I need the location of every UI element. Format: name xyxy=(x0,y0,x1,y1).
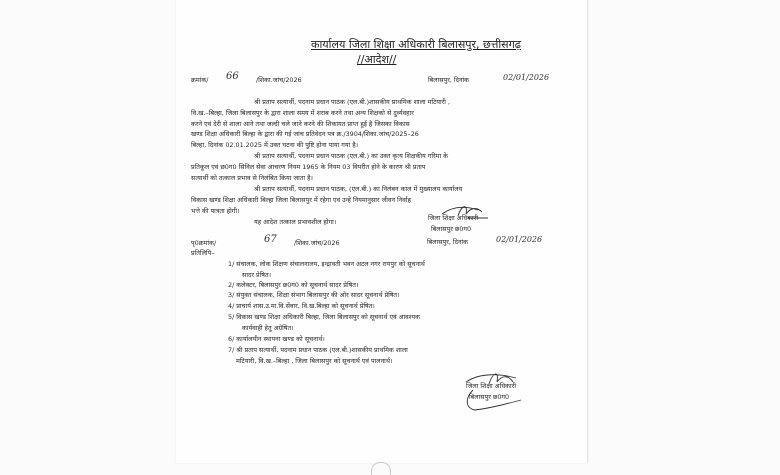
copy-line: 6/ कार्यालयीन स्थापना खण्ड को सूचनार्थ। xyxy=(228,335,325,343)
body-line: खण्ड शिक्षा अधिकारी बिल्हा के द्वारा की गई जांच प्रतिवेदन पत्र क्र./3904/शिका.जांच/2025–26 xyxy=(191,130,419,138)
order-number-label: क्रमांक/ xyxy=(191,76,209,84)
copy-line: कार्यवाही हेतु अग्रेषित। xyxy=(242,324,294,332)
signature-2 xyxy=(461,370,541,414)
copy-line: सादर प्रेषित। xyxy=(242,271,272,279)
body-line: श्री प्रताप सत्यार्थी, पदनाम प्रधान पाठक (एल.बी.)शासकीय प्राथमिक शाला मटियारी , xyxy=(254,98,451,106)
signature-1-title: जिला शिक्षा अधिकारी xyxy=(428,214,478,222)
body-line: सत्यार्थी को तत्काल प्रभाव से निलंबित किया जाता है। xyxy=(191,174,313,182)
copy-line: मटियारी, वि.ख.–बिल्हा , जिला बिलासपुर को सूचनार्थ एवं पालनार्थ। xyxy=(236,357,393,365)
copy-date: 02/01/2026 xyxy=(496,235,543,244)
page-footer-mark xyxy=(371,462,391,475)
copy-place-date-label: बिलासपुर, दिनांक xyxy=(427,238,469,246)
order-heading: //आदेश// xyxy=(357,53,397,66)
copy-line: 1/ संचालक, लोक शिक्षण संचालनालय, इन्द्रावती भवन अटल नगर रायपुर को सूचनार्थ xyxy=(228,260,425,268)
document-page xyxy=(176,0,588,463)
body-line: बिल्हा, दिनांक 02.01.2025 में उक्त घटना की पुष्टि होना पाया गया है। xyxy=(191,141,359,149)
copy-number-label: पृ0क्रमांक/ xyxy=(191,239,217,247)
copy-line: 5/ विकास खण्ड शिक्षा अधिकारी बिल्हा, जिला बिलासपुर को सूचनार्थ एवं आवश्यक xyxy=(228,313,420,321)
signature-2-place: बिलासपुर छ0ग0 xyxy=(469,393,510,401)
copy-line: 4/ प्राचार्य शास.उ.मा.वि.सेंवार, वि.ख.बिल्हा को सूचनार्थ प्रेषित। xyxy=(228,302,375,310)
body-line: श्री प्रताप सत्यार्थी, पदनाम प्रधान पाठक, (एल.बी.) का निलंबन काल में मुख्यालय कार्यालय xyxy=(254,185,463,193)
body-line: यह आदेश तत्काल प्रभावशील होगा। xyxy=(254,218,337,226)
order-date: 02/01/2026 xyxy=(503,73,550,82)
body-line: श्री प्रताप सत्यार्थी, पदनाम प्रधान पाठक (एल.बी.) का उक्त कृत्य शिक्षकीय गरिमा के xyxy=(254,152,449,160)
body-line: विकास खण्ड शिक्षा अधिकारी बिल्हा जिला बिलासपुर में रहेगा एवं उन्हे नियमानुसार जीवन निर्वाह xyxy=(191,196,411,204)
office-title: कार्यालय जिला शिक्षा अधिकारी बिलासपुर, छत्तीसगढ़ xyxy=(311,38,521,51)
copy-number-suffix: /शिका.जांच/2026 xyxy=(294,239,340,247)
signature-2-title: जिला शिक्षा अधिकारी xyxy=(466,382,516,390)
copy-line: 7/ श्री प्रताप सत्यार्थी, पदनाम प्रधान पाठक (एल.बी.)शासकीय प्राथमिक शाला xyxy=(228,346,408,354)
body-line: करने एवं देरी से शाला आने तथा जल्दी चले जाने करने की शिकायत प्राप्त हुई है जिसका विकास xyxy=(191,120,410,128)
body-line: भत्ते की पात्रता होगी। xyxy=(191,207,240,215)
order-place-date-label: बिलासपुर, दिनांक xyxy=(428,76,470,84)
copy-line: 2/ कलेक्टर, बिलासपुर छ0ग0 को सूचनार्थ सादर प्रेषित। xyxy=(228,281,359,289)
copy-to-label: प्रतिलिपि– xyxy=(191,249,215,257)
body-line: प्रतिकूल एवं छ0ग0 सिविल सेवा आचरण नियम 1965 के नियम 03 विपरीत होने के कारण श्री प्रताप xyxy=(191,163,426,171)
body-line: वि.ख.–बिल्हा, जिला बिलासपुर के द्वारा शाला समय में शराब करने तथा अन्य शिक्षको से दुर्व्यवहार xyxy=(191,109,414,117)
signature-1-place: बिलासपुर छ0ग0 xyxy=(431,225,472,233)
order-number-suffix: /शिका.जांच/2026 xyxy=(256,76,302,84)
copy-number: 67 xyxy=(264,234,277,245)
order-number: 66 xyxy=(226,71,239,82)
copy-line: 3/ संयुक्त संचालक, शिक्षा संभाग बिलासपुर की ओर सादर सूचनार्थ प्रेषित। xyxy=(228,291,400,299)
